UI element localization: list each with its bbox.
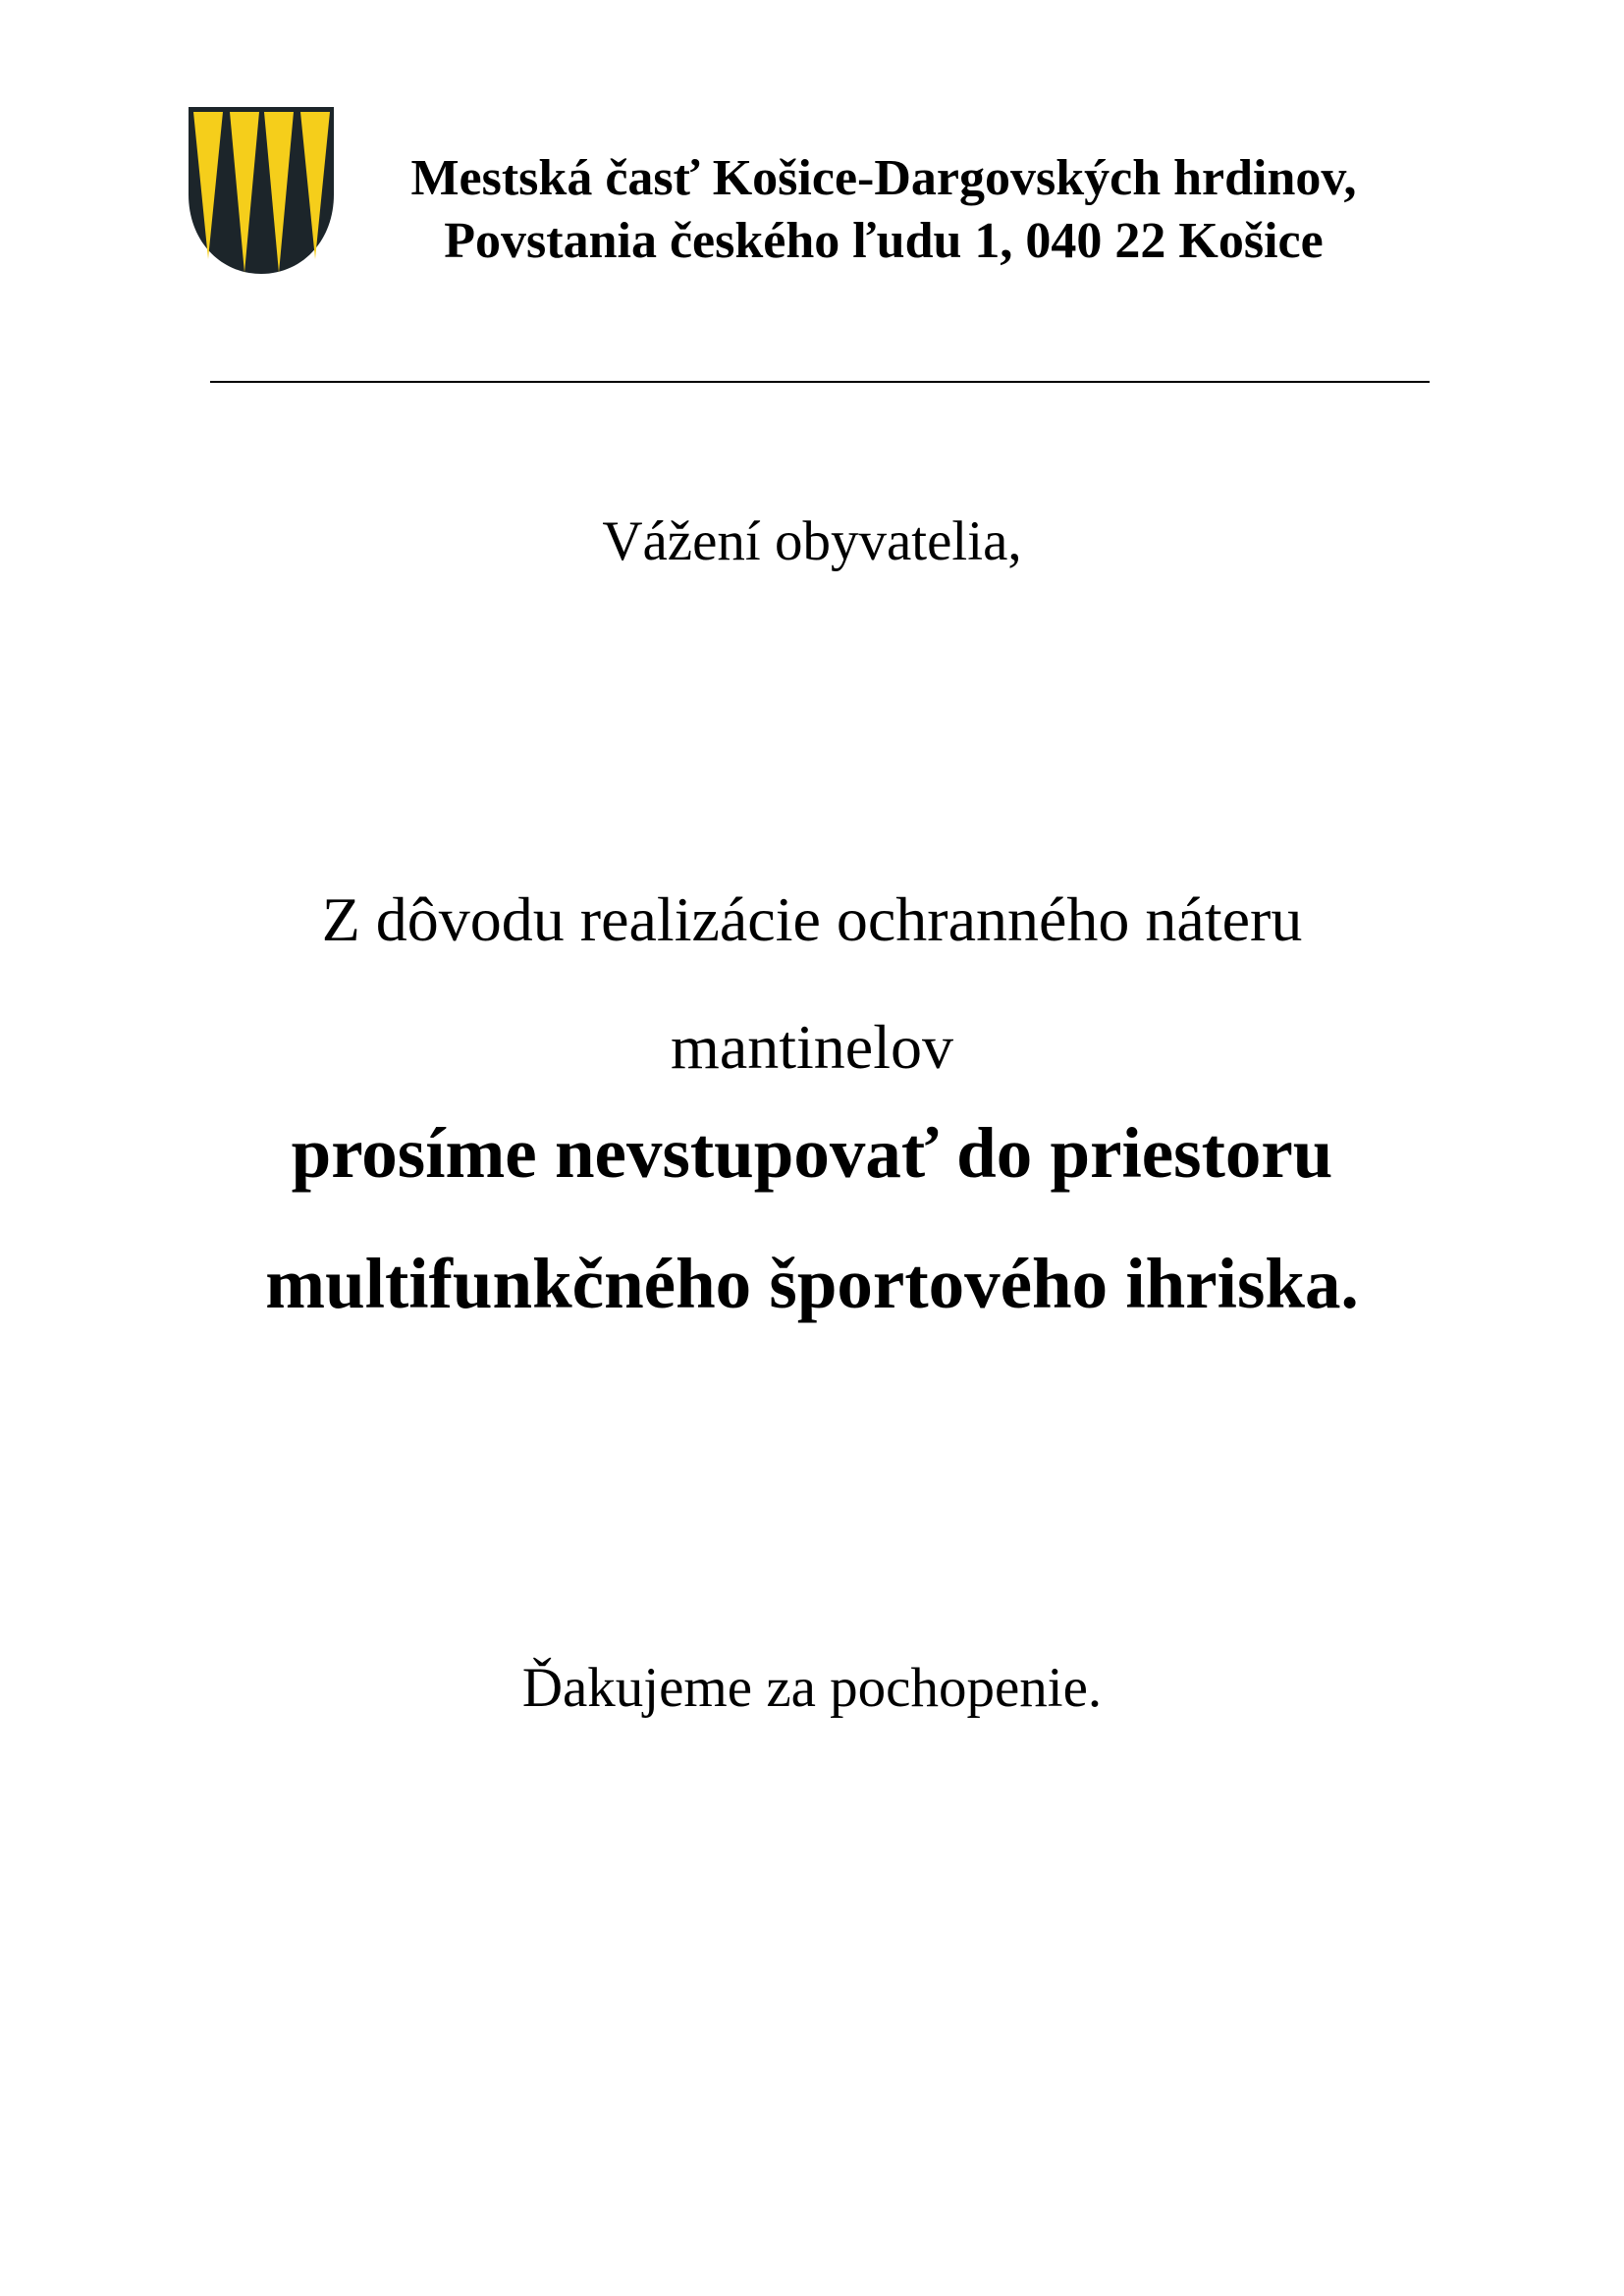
letterhead-divider [210, 381, 1430, 383]
closing-thanks: Ďakujeme za pochopenie. [521, 1657, 1103, 1719]
notice-text [196, 856, 1428, 1111]
notice-line-1: Z dôvodu realizácie ochranného náteru [321, 884, 1303, 954]
notice-line-2: mantinelov [671, 1012, 953, 1082]
request-text [147, 1088, 1477, 1349]
coat-of-arms-icon [186, 104, 337, 277]
greeting: Vážení obyvatelia, [602, 510, 1022, 572]
request-line-1: prosíme nevstupovať do priestoru [291, 1113, 1333, 1193]
request-line-2: multifunkčného športového ihriska. [265, 1244, 1359, 1323]
letterhead-address: Povstania českého ľudu 1, 040 22 Košice [444, 213, 1324, 269]
letterhead [344, 147, 1424, 273]
letterhead-organization: Mestská časť Košice-Dargovských hrdinov, [410, 150, 1357, 206]
